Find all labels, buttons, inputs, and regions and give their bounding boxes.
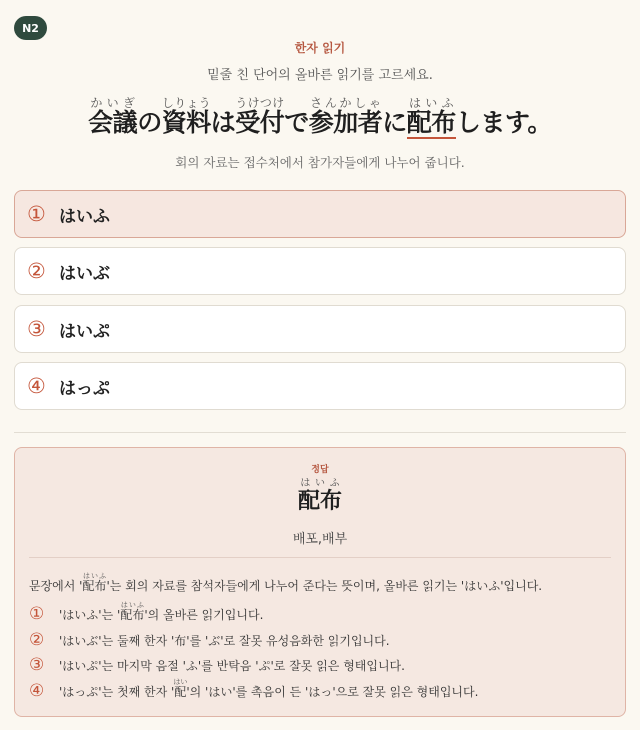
option-2[interactable] (14, 247, 626, 295)
word-ruby: うけつけ (235, 96, 285, 110)
option-label: はいぶ (59, 263, 110, 284)
option-label: はっぷ (59, 378, 110, 399)
option-number: ② (27, 259, 46, 283)
word-kanji: 会議 (88, 108, 138, 137)
explanation-ruby-word (120, 601, 145, 622)
explanation-kanji-ruby: はい (173, 678, 188, 686)
target-word (406, 96, 456, 137)
sentence-kana: に (382, 108, 407, 137)
option-label: はいふ (59, 206, 110, 227)
sentence-kana: は (210, 108, 236, 137)
option-4[interactable] (14, 362, 626, 410)
option-1[interactable] (14, 190, 626, 238)
word-kanji: 参加者 (308, 108, 383, 137)
explanation-post: '의 'はい'를 촉음이 든 'はっ'으로 잘못 읽은 형태입니다. (186, 685, 479, 699)
explanation-pre: 'はっぷ'는 첫째 한자 ' (59, 685, 175, 699)
word-kanji: 受付 (235, 108, 285, 137)
word-ruby: さんかしゃ (308, 96, 383, 110)
explanation-pre: 'はいぶ'는 둘째 한자 '布'를 'ぶ'로 잘못 유성음화한 읽기입니다. (59, 634, 390, 648)
explanation-suffix: '는 회의 자료를 참석자들에게 나누어 준다는 뜻이며, 올바른 읽기는 'はいふ'입니다. (106, 579, 543, 593)
instruction-text: 밑줄 친 단어의 올바른 읽기를 고르세요. (207, 68, 433, 83)
explanation-number: ① (29, 604, 45, 624)
explanation-kanji: 配 (173, 685, 188, 699)
option-number: ③ (27, 317, 46, 341)
explanation-ruby: はいふ (82, 572, 107, 580)
sentence-word (308, 96, 383, 137)
option-label: はいぷ (59, 321, 110, 342)
explanation-number: ② (29, 630, 45, 650)
explanation-pre: 'はいふ'는 ' (59, 608, 121, 622)
explanation-word: 配布 (82, 579, 107, 593)
option-3[interactable] (14, 305, 626, 353)
explanation-text (59, 678, 478, 701)
explanation-item (29, 679, 611, 701)
option-number: ① (27, 202, 46, 226)
korean-meaning: 배포,배부 (292, 532, 348, 547)
word-ruby: かいぎ (88, 96, 138, 110)
option-number: ④ (27, 374, 46, 398)
sentence-word (235, 96, 285, 137)
word-ruby: はいふ (406, 96, 456, 110)
section-divider (14, 432, 626, 433)
translation-text: 회의 자료는 접수처에서 참가자들에게 나누어 줍니다. (175, 155, 465, 170)
explanation-item (29, 653, 611, 675)
explanation-item (29, 602, 611, 624)
word-kanji: 資料 (161, 108, 211, 137)
explanation-prefix: 문장에서 ' (29, 579, 83, 593)
explanation-text (59, 601, 263, 624)
explanation-item (29, 628, 611, 650)
sentence-word (88, 96, 138, 137)
answer-panel (14, 447, 626, 717)
question-sentence (0, 96, 640, 139)
sentence-kana: します。 (455, 108, 552, 137)
word-kanji: 配布 (406, 108, 456, 137)
explanation-text (59, 632, 390, 650)
answer-divider (29, 557, 611, 558)
level-badge: N2 (14, 16, 47, 40)
explanation-kanji-ruby: はいふ (120, 601, 145, 609)
answer-ruby: はいふ (297, 478, 342, 489)
answer-kanji: 配布 (297, 488, 342, 514)
explanation-number: ③ (29, 655, 45, 675)
answer-label: 정답 (311, 465, 329, 475)
section-label: 한자 읽기 (294, 41, 346, 55)
explanation-pre: 'はいぷ'는 마지막 음절 'ふ'를 반탁음 'ぷ'로 잘못 읽은 형태입니다. (59, 659, 405, 673)
answer-word (15, 478, 625, 515)
explanation-kanji: 配布 (120, 608, 145, 622)
sentence-word (161, 96, 211, 137)
answer-explanation (29, 572, 611, 594)
sentence-kana: で (284, 108, 309, 137)
explanation-ruby-word (173, 678, 188, 699)
explanation-text (59, 657, 405, 675)
explanation-number: ④ (29, 681, 45, 701)
word-ruby: しりょう (161, 96, 211, 110)
explanation-post: '의 올바른 읽기입니다. (144, 608, 264, 622)
sentence-kana: の (137, 108, 162, 137)
